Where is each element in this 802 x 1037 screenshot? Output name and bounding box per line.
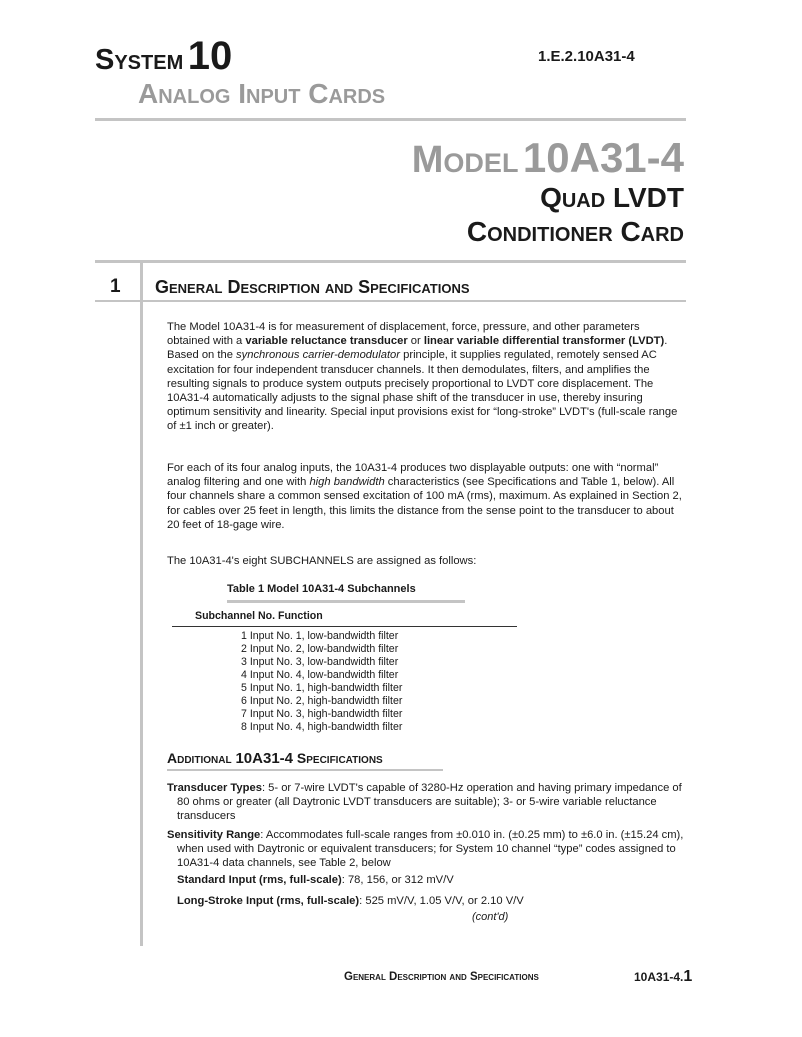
card-title-line1 <box>540 182 684 214</box>
divider <box>95 300 686 302</box>
continued-note: (cont'd) <box>472 911 509 923</box>
model-title <box>412 134 684 182</box>
card-title-line2: Conditioner Card <box>466 216 684 247</box>
additional-specs-heading: Additional 10A31-4 Specifications <box>167 750 383 767</box>
spec-transducer-types: Transducer Types: 5- or 7-wire LVDT's capable of 3280-Hz operation and having primary impedance of 80 ohms or greater (all Daytronic LVDT transducers are suitable); 3- or 5-wire variable reluctance transducers <box>167 782 682 823</box>
caption-rule <box>227 600 465 603</box>
system-label: System <box>95 44 184 76</box>
model-number: 10A31-4 <box>522 134 684 181</box>
divider <box>95 260 686 263</box>
footer-section: General Description and Specifications <box>344 971 539 983</box>
spec-standard-input: Standard Input (rms, full-scale): 78, 156, or 312 mV/V <box>177 874 454 886</box>
subchannel-table <box>241 630 402 734</box>
page-number: 10A31-4.1 <box>634 968 693 985</box>
spec-long-stroke-input: Long-Stroke Input (rms, full-scale): 525 mV/V, 1.05 V/V, or 2.10 V/V <box>177 895 524 907</box>
system-title <box>95 34 232 79</box>
series-title: Analog Input Cards <box>138 78 386 109</box>
section-title: General Description and Specifications <box>155 277 470 297</box>
paragraph-subchannels: The 10A31-4's eight SUBCHANNELS are assigned as follows: <box>167 555 477 567</box>
lvdt-word: LVDT <box>612 182 684 213</box>
table-row: 5 Input No. 1, high-bandwidth filter <box>241 682 403 694</box>
table-header-rule <box>172 626 517 627</box>
margin-rule <box>140 260 143 946</box>
table-row: 3 Input No. 3, low-bandwidth filter <box>241 656 399 668</box>
model-word: Model <box>411 139 519 181</box>
table-header: Subchannel No. Function <box>195 610 323 622</box>
table-row: 2 Input No. 2, low-bandwidth filter <box>241 643 399 655</box>
doc-code: 1.E.2.10A31-4 <box>538 48 635 65</box>
table-caption: Table 1 Model 10A31-4 Subchannels <box>227 583 416 595</box>
table-row: 6 Input No. 2, high-bandwidth filter <box>241 695 403 707</box>
heading-rule <box>167 769 443 771</box>
divider <box>95 118 686 121</box>
spec-sensitivity-range: Sensitivity Range: Accommodates full-scale ranges from ±0.010 in. (±0.25 mm) to ±6.0 in. (±15.24 cm), when used with Daytronic or equivalent transducers; for System 10 channel “type” codes assigned to 10A31-4 data channels, see Table 2, below <box>167 829 684 870</box>
section-number: 1 <box>110 276 121 297</box>
table-row: 1 Input No. 1, low-bandwidth filter <box>241 630 399 642</box>
table-row: 7 Input No. 3, high-bandwidth filter <box>241 708 403 720</box>
system-number: 10 <box>187 34 233 78</box>
paragraph-outputs: For each of its four analog inputs, the 10A31-4 produces two displayable outputs: one with “normal” analog filtering and one with high bandwidth characteristics (see Specifications and Table 1, below). All four channels share a common sensed excitation of 100 mA (rms), maximum. As explained in Section 2, for cables over 25 feet in length, this limits the distance from the sense point to the transducer to about 20 feet of 18-gage wire. <box>167 462 682 531</box>
table-row: 8 Input No. 4, high-bandwidth filter <box>241 721 403 733</box>
quad-word: Quad <box>540 182 606 213</box>
paragraph-intro: The Model 10A31-4 is for measurement of displacement, force, pressure, and other parameters obtained with a variable reluctance transducer or linear variable differential transformer (LVDT). Based on the synchronous carrier-demodulator principle, it supplies regulated, remotely sensed AC excitation for four independent transducer channels. It then demodulates, filters, and amplifies the resulting signals to produce system outputs precisely proportional to LVDT core displacement. The 10A31-4 automatically adjusts to the signal phase shift of the transducer in use, thereby insuring optimum sensitivity and linearity. Special input provisions exist for “long-stroke” LVDT's (full-scale range of ±1 inch or greater). <box>167 321 678 433</box>
table-row: 4 Input No. 4, low-bandwidth filter <box>241 669 399 681</box>
